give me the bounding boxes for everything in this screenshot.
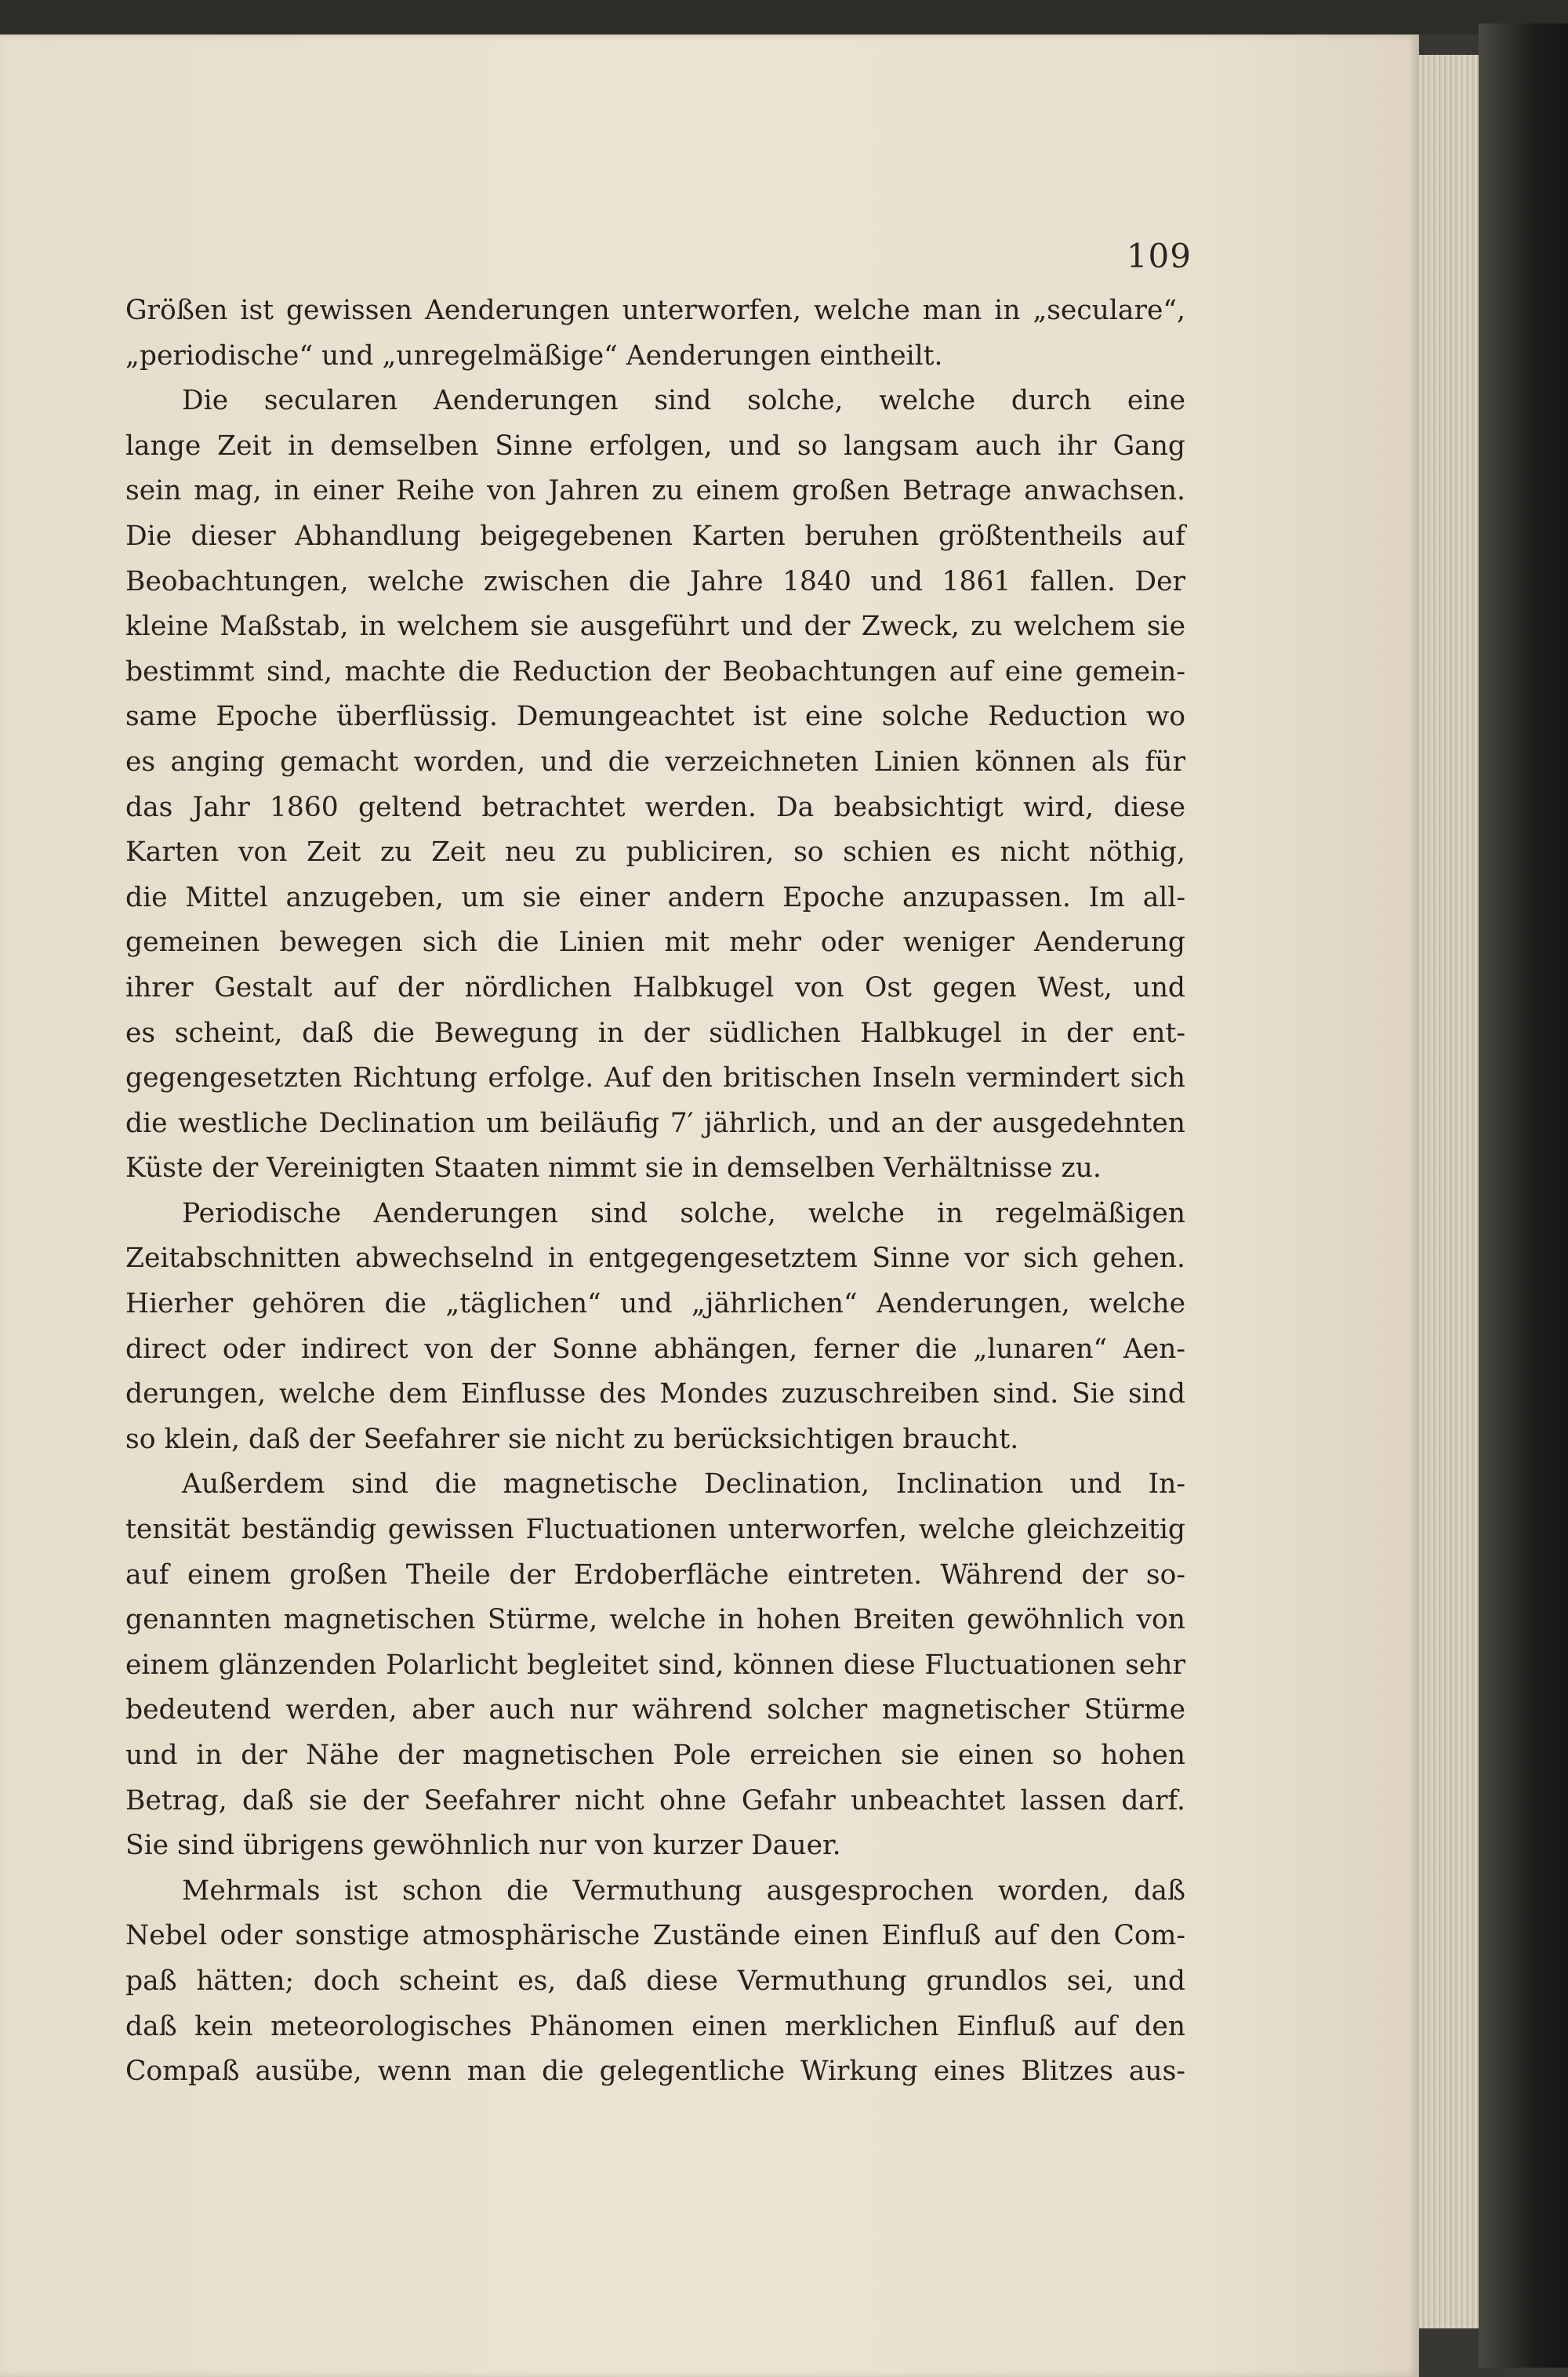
text-line: es anging gemacht worden, und die verzeichneten Linien können als für xyxy=(125,746,1185,778)
text-line: sein mag, in einer Reihe von Jahren zu einem großen Betrage anwachsen. xyxy=(125,475,1185,507)
text-line: und in der Nähe der magnetischen Pole erreichen sie einen so hohen xyxy=(125,1740,1185,1771)
text-line: same Epoche überflüssig. Demungeachtet ist eine solche Reduction wo xyxy=(125,701,1185,733)
text-line: Periodische Aenderungen sind solche, welche in regelmäßigen xyxy=(182,1197,1185,1229)
text-line: Küste der Vereinigten Staaten nimmt sie in demselben Verhältnisse zu. xyxy=(125,1152,1102,1185)
paragraph-1 xyxy=(125,289,1185,379)
text-line: Mehrmals ist schon die Vermuthung ausgesprochen worden, daß xyxy=(182,1874,1185,1907)
text-line: bedeutend werden, aber auch nur während solcher magnetischer Stürme xyxy=(125,1694,1185,1726)
text-line: Beobachtungen, welche zwischen die Jahre 1840 und 1861 fallen. Der xyxy=(125,565,1185,597)
text-line: daß kein meteorologisches Phänomen einen merklichen Einfluß auf den xyxy=(125,2010,1185,2042)
page-edges xyxy=(1419,55,1479,2328)
paragraph-5 xyxy=(125,1869,1185,2095)
text-line: Die dieser Abhandlung beigegebenen Karten beruhen größtentheils auf xyxy=(125,520,1185,552)
text-line: Außerdem sind die magnetische Declination, Inclination und In- xyxy=(182,1468,1185,1501)
text-line: ihrer Gestalt auf der nördlichen Halbkugel von Ost gegen West, und xyxy=(125,971,1185,1003)
text-line: „periodische“ und „unregelmäßige“ Aenderungen eintheilt. xyxy=(125,339,943,372)
scan-top-border xyxy=(0,0,1568,34)
text-line: Zeitabschnitten abwechselnd in entgegengesetztem Sinne vor sich gehen. xyxy=(125,1243,1185,1275)
text-line: lange Zeit in demselben Sinne erfolgen, und so langsam auch ihr Gang xyxy=(125,430,1185,462)
book-cover-edge xyxy=(1479,24,1568,2368)
paragraph-2 xyxy=(125,379,1185,1192)
text-line: auf einem großen Theile der Erdoberfläche eintreten. Während der so- xyxy=(125,1559,1185,1591)
text-line: bestimmt sind, machte die Reduction der Beobachtungen auf eine gemein- xyxy=(125,655,1185,688)
paragraph-3 xyxy=(125,1192,1185,1463)
text-line: Compaß ausübe, wenn man die gelegentliche Wirkung eines Blitzes aus- xyxy=(125,2056,1185,2088)
text-line: es scheint, daß die Bewegung in der südlichen Halbkugel in der ent- xyxy=(125,1017,1185,1049)
text-line: Hierher gehören die „täglichen“ und „jährlichen“ Aenderungen, welche xyxy=(125,1288,1185,1320)
text-line: derungen, welche dem Einflusse des Mondes zuzuschreiben sind. Sie sind xyxy=(125,1378,1185,1410)
text-line: die westliche Declination um beiläufig 7′ jährlich, und an der ausgedehnten xyxy=(125,1107,1185,1139)
text-line: gemeinen bewegen sich die Linien mit mehr oder weniger Aenderung xyxy=(125,927,1185,959)
body-text xyxy=(125,289,1185,2095)
text-line: so klein, daß der Seefahrer sie nicht zu berücksichtigen braucht. xyxy=(125,1423,1019,1455)
text-line: einem glänzenden Polarlicht begleitet sind, können diese Fluctuationen sehr xyxy=(125,1649,1185,1681)
text-line: die Mittel anzugeben, um sie einer andern Epoche anzupassen. Im all- xyxy=(125,881,1185,913)
text-line: Karten von Zeit zu Zeit neu zu publiciren, so schien es nicht nöthig, xyxy=(125,836,1185,869)
text-line: Betrag, daß sie der Seefahrer nicht ohne Gefahr unbeachtet lassen darf. xyxy=(125,1784,1185,1816)
page-number: 109 xyxy=(1126,237,1192,275)
text-line: genannten magnetischen Stürme, welche in hohen Breiten gewöhnlich von xyxy=(125,1604,1185,1636)
text-line: direct oder indirect von der Sonne abhängen, ferner die „lunaren“ Aen- xyxy=(125,1333,1185,1365)
text-line: das Jahr 1860 geltend betrachtet werden. Da beabsichtigt wird, diese xyxy=(125,791,1185,823)
text-line: paß hätten; doch scheint es, daß diese Vermuthung grundlos sei, und xyxy=(125,1965,1185,1997)
text-line: Sie sind übrigens gewöhnlich nur von kurzer Dauer. xyxy=(125,1830,841,1862)
text-line: Nebel oder sonstige atmosphärische Zustände einen Einfluß auf den Com- xyxy=(125,1920,1185,1952)
text-line: Größen ist gewissen Aenderungen unterworfen, welche man in „seculare“, xyxy=(125,295,1185,326)
text-line: tensität beständig gewissen Fluctuationen unterworfen, welche gleichzeitig xyxy=(125,1514,1185,1546)
text-line: gegengesetzten Richtung erfolge. Auf den britischen Inseln vermindert sich xyxy=(125,1062,1185,1094)
text-line: kleine Maßstab, in welchem sie ausgeführt und der Zweck, zu welchem sie xyxy=(125,611,1185,643)
text-line: Die secularen Aenderungen sind solche, welche durch eine xyxy=(182,385,1185,417)
paragraph-4 xyxy=(125,1462,1185,1868)
